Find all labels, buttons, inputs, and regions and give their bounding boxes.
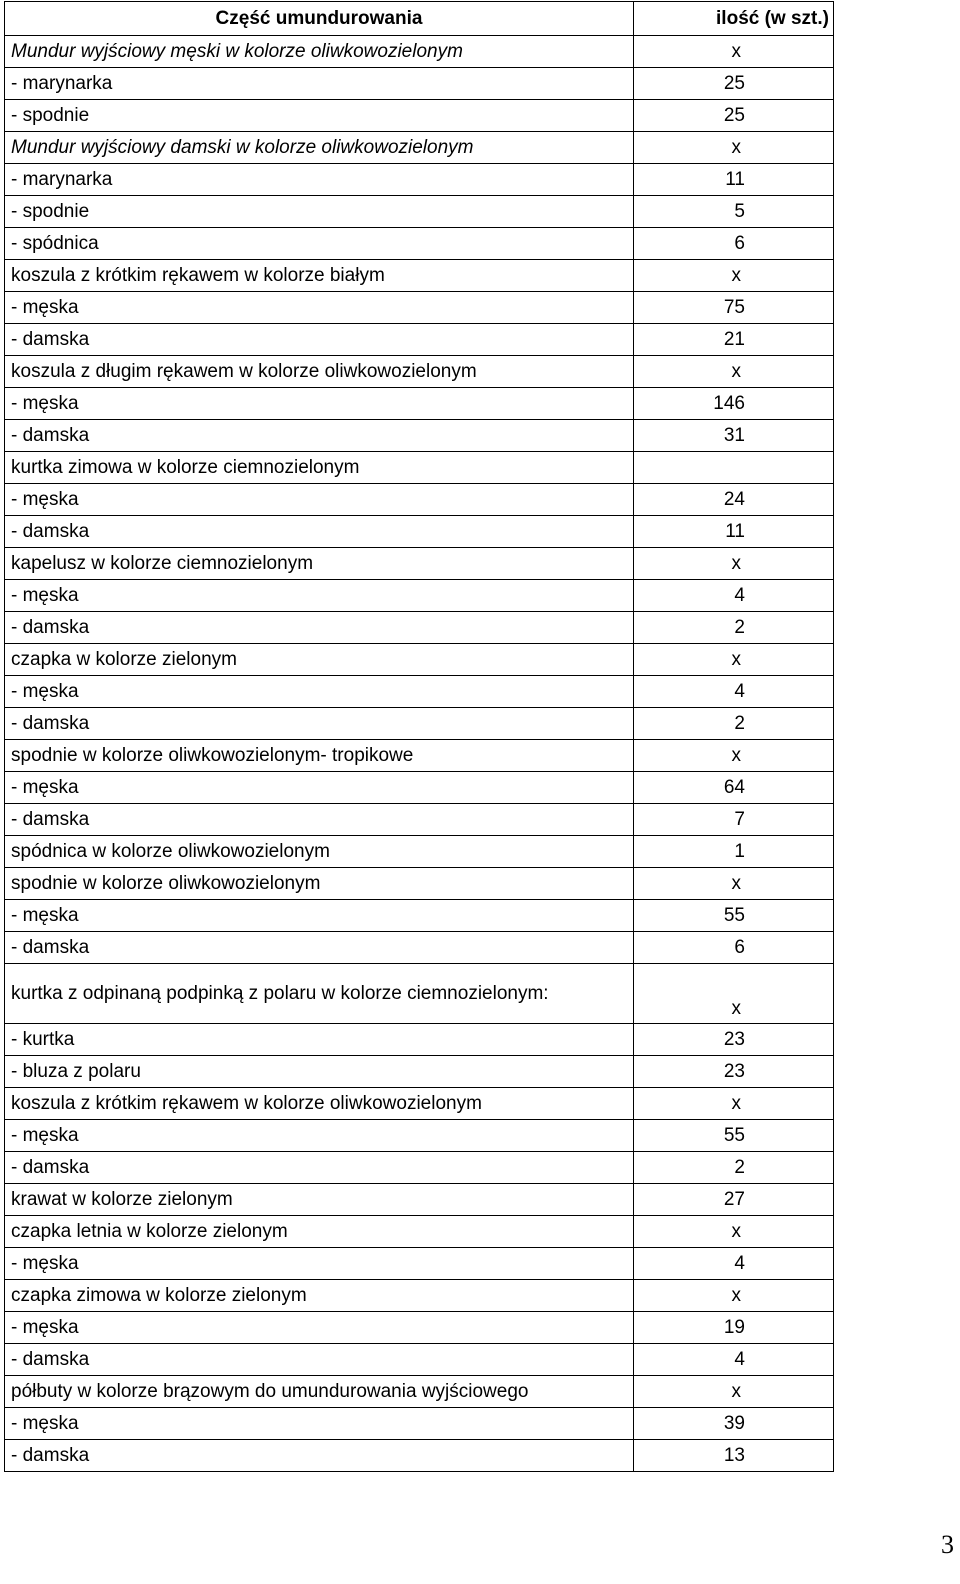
table-row [5, 1216, 834, 1248]
table-row [5, 100, 834, 132]
item-name-cell: - męska [5, 900, 634, 932]
table-row [5, 676, 834, 708]
item-name-cell: kapelusz w kolorze ciemnozielonym [5, 548, 634, 580]
table-body [5, 36, 834, 1472]
item-quantity-cell: 5 [634, 196, 834, 228]
item-name-cell: - damska [5, 420, 634, 452]
item-name-cell: - damska [5, 708, 634, 740]
item-quantity-cell: x [634, 260, 834, 292]
item-name-cell: Mundur wyjściowy męski w kolorze oliwkowozielonym [5, 36, 634, 68]
item-name-cell: - damska [5, 1440, 634, 1472]
table-row [5, 612, 834, 644]
table-row [5, 580, 834, 612]
table-row [5, 324, 834, 356]
item-quantity-cell: 11 [634, 164, 834, 196]
item-name-cell: - męska [5, 292, 634, 324]
page-number: 3 [941, 1530, 954, 1559]
item-name-cell: czapka zimowa w kolorze zielonym [5, 1280, 634, 1312]
item-name-cell: - męska [5, 676, 634, 708]
table-row [5, 548, 834, 580]
item-quantity-cell: x [634, 1280, 834, 1312]
table-row [5, 836, 834, 868]
item-name-cell: - kurtka [5, 1024, 634, 1056]
item-quantity-cell: 23 [634, 1024, 834, 1056]
item-quantity-cell: x [634, 868, 834, 900]
item-name-cell: - marynarka [5, 68, 634, 100]
item-quantity-cell: 1 [634, 836, 834, 868]
item-quantity-cell: x [634, 132, 834, 164]
uniform-quantity-table [4, 1, 834, 1472]
table-row [5, 452, 834, 484]
item-name-cell: - damska [5, 324, 634, 356]
item-quantity-cell: 4 [634, 676, 834, 708]
table-row [5, 1184, 834, 1216]
item-name-cell: spódnica w kolorze oliwkowozielonym [5, 836, 634, 868]
item-quantity-cell: 19 [634, 1312, 834, 1344]
table-row [5, 1408, 834, 1440]
item-quantity-cell: x [634, 644, 834, 676]
table-row [5, 932, 834, 964]
item-name-cell: czapka letnia w kolorze zielonym [5, 1216, 634, 1248]
item-name-cell: Mundur wyjściowy damski w kolorze oliwkowozielonym [5, 132, 634, 164]
item-quantity-cell: x [634, 548, 834, 580]
item-quantity-cell: 6 [634, 228, 834, 260]
item-quantity-cell: 4 [634, 1248, 834, 1280]
item-name-cell: - damska [5, 804, 634, 836]
item-quantity-cell: 6 [634, 932, 834, 964]
table-row [5, 1248, 834, 1280]
item-name-cell: spodnie w kolorze oliwkowozielonym- tropikowe [5, 740, 634, 772]
column-header-quantity: ilość (w szt.) [634, 2, 834, 36]
item-name-cell: - męska [5, 388, 634, 420]
item-name-cell: kurtka zimowa w kolorze ciemnozielonym [5, 452, 634, 484]
item-name-cell: - damska [5, 1152, 634, 1184]
item-quantity-cell: x [634, 1216, 834, 1248]
item-quantity-cell: 25 [634, 68, 834, 100]
item-quantity-cell: 4 [634, 1344, 834, 1376]
item-name-cell: spodnie w kolorze oliwkowozielonym [5, 868, 634, 900]
item-quantity-cell: 21 [634, 324, 834, 356]
table-row [5, 1024, 834, 1056]
item-name-cell: - męska [5, 1248, 634, 1280]
item-name-cell: - spodnie [5, 100, 634, 132]
table-row [5, 68, 834, 100]
item-quantity-cell: 146 [634, 388, 834, 420]
table-row [5, 132, 834, 164]
table-row [5, 228, 834, 260]
item-name-cell: - męska [5, 484, 634, 516]
item-quantity-cell: 31 [634, 420, 834, 452]
item-name-cell: koszula z długim rękawem w kolorze oliwkowozielonym [5, 356, 634, 388]
table-row [5, 260, 834, 292]
table-row [5, 356, 834, 388]
item-quantity-cell: 75 [634, 292, 834, 324]
item-name-cell: koszula z krótkim rękawem w kolorze białym [5, 260, 634, 292]
item-quantity-cell: 11 [634, 516, 834, 548]
item-quantity-cell: x [634, 1376, 834, 1408]
table-row [5, 804, 834, 836]
table-row [5, 164, 834, 196]
item-quantity-cell: 24 [634, 484, 834, 516]
item-quantity-cell: 23 [634, 1056, 834, 1088]
item-quantity-cell: 39 [634, 1408, 834, 1440]
item-quantity-cell: 4 [634, 580, 834, 612]
item-name-cell: - męska [5, 1408, 634, 1440]
table-row [5, 196, 834, 228]
table-row [5, 1440, 834, 1472]
item-quantity-cell: 55 [634, 900, 834, 932]
item-quantity-cell: x [634, 356, 834, 388]
item-quantity-cell: 2 [634, 612, 834, 644]
item-quantity-cell [634, 452, 834, 484]
item-name-cell: - damska [5, 1344, 634, 1376]
table-row [5, 1312, 834, 1344]
item-quantity-cell: 27 [634, 1184, 834, 1216]
table-row [5, 1152, 834, 1184]
table-row [5, 1344, 834, 1376]
item-name-cell: - bluza z polaru [5, 1056, 634, 1088]
table-row [5, 708, 834, 740]
table-row [5, 420, 834, 452]
item-name-cell: kurtka z odpinaną podpinką z polaru w kolorze ciemnozielonym: [5, 964, 634, 1024]
table-row [5, 1120, 834, 1152]
item-name-cell: czapka w kolorze zielonym [5, 644, 634, 676]
item-name-cell: - damska [5, 516, 634, 548]
table-row [5, 964, 834, 1024]
table-row [5, 1376, 834, 1408]
item-quantity-cell: 2 [634, 708, 834, 740]
table-row [5, 772, 834, 804]
item-name-cell: półbuty w kolorze brązowym do umundurowania wyjściowego [5, 1376, 634, 1408]
item-quantity-cell: 64 [634, 772, 834, 804]
table-row [5, 36, 834, 68]
table-row [5, 292, 834, 324]
table-header-row [5, 2, 834, 36]
item-name-cell: krawat w kolorze zielonym [5, 1184, 634, 1216]
table-row [5, 388, 834, 420]
table-row [5, 868, 834, 900]
table-row [5, 1088, 834, 1120]
item-name-cell: - damska [5, 612, 634, 644]
item-quantity-cell: 2 [634, 1152, 834, 1184]
item-quantity-cell: x [634, 964, 834, 1024]
item-quantity-cell: 25 [634, 100, 834, 132]
table-row [5, 644, 834, 676]
item-name-cell: - damska [5, 932, 634, 964]
table-row [5, 1056, 834, 1088]
table-row [5, 740, 834, 772]
column-header-item: Część umundurowania [5, 2, 634, 36]
item-quantity-cell: 55 [634, 1120, 834, 1152]
item-name-cell: - marynarka [5, 164, 634, 196]
table-row [5, 1280, 834, 1312]
table-row [5, 516, 834, 548]
item-name-cell: - męska [5, 772, 634, 804]
item-name-cell: - spódnica [5, 228, 634, 260]
item-name-cell: - męska [5, 580, 634, 612]
item-name-cell: - spodnie [5, 196, 634, 228]
item-name-cell: - męska [5, 1120, 634, 1152]
item-quantity-cell: 13 [634, 1440, 834, 1472]
table-row [5, 484, 834, 516]
item-quantity-cell: x [634, 1088, 834, 1120]
table-row [5, 900, 834, 932]
item-name-cell: - męska [5, 1312, 634, 1344]
item-quantity-cell: x [634, 740, 834, 772]
item-quantity-cell: 7 [634, 804, 834, 836]
item-name-cell: koszula z krótkim rękawem w kolorze oliwkowozielonym [5, 1088, 634, 1120]
item-quantity-cell: x [634, 36, 834, 68]
